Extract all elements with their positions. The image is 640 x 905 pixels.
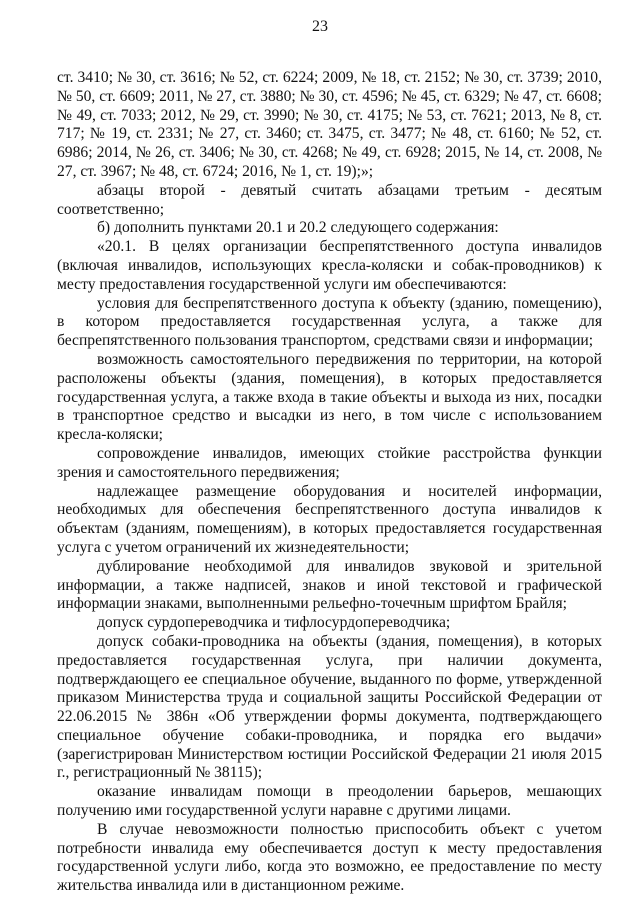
paragraph-renumbering: абзацы второй - девятый считать абзацами третьим - десятым соответственно; [57,181,602,218]
paragraph-amendment-b: б) дополнить пунктами 20.1 и 20.2 следующего содержания: [97,219,499,237]
paragraph-interpreter: допуск сурдопереводчика и тифлосурдопереводчика; [97,614,451,632]
document-body [57,69,602,896]
paragraph-equipment: надлежащее размещение оборудования и носителей информации, необходимых для обеспечения беспрепятственного доступа инвалидов к объектам (зданиям, помещениям), в которых предоставляется государственная услуга с учетом ограничений их жизнедеятельности; [57,482,602,556]
paragraph-escort: сопровождение инвалидов, имеющих стойкие расстройства функции зрения и самостоятельного передвижения; [57,444,602,481]
page-number: 23 [312,18,328,35]
paragraph-movement: возможность самостоятельного передвижения по территории, на которой расположены объекты (здания, помещения), в которых предоставляется государственная услуга, а также входа в такие объекты и выхода из них, посадки в транспортное средство и высадки из него, в том числе с использованием кресла-коляски; [57,350,602,444]
paragraph-citations: ст. 3410; № 30, ст. 3616; № 52, ст. 6224; 2009, № 18, ст. 2152; № 30, ст. 3739; 2010, № 50, ст. 6609; 2011, № 27, ст. 3880; № 30, ст. 4596; № 45, ст. 6329; № 47, ст. 6608; № 49, ст. 7033; 2012, № 29, ст. 3990; № 30, ст. 4175; № 53, ст. 7621; 2013, № 8, ст. 717; № 19, ст. 2331; № 27, ст. 3460; ст. 3475, ст. 3477; № 48, ст. 6160; № 52, ст. 6986; 2014, № 26, ст. 3406; № 30, ст. 4268; № 49, ст. 6928; 2015, № 14, ст. 2008, № 27, ст. 3967; № 48, ст. 6724; 2016, № 1, ст. 19);»; [57,69,602,180]
paragraph-20-1: «20.1. В целях организации беспрепятственного доступа инвалидов (включая инвалидов, использующих кресла-коляски и собак-проводников) к месту предоставления государственной услуги им обеспечиваются: [57,238,602,293]
paragraph-assistance: оказание инвалидам помощи в преодолении барьеров, мешающих получению ими государственной услуги наравне с другими лицами. [57,783,602,820]
paragraph-remote-service: В случае невозможности полностью приспособить объект с учетом потребности инвалида ему обеспечивается доступ к месту предоставления государственной услуги либо, когда это возможно, ее предоставление по месту жительства инвалида или в дистанционном режиме. [57,820,602,895]
paragraph-guide-dog: допуск собаки-проводника на объекты (здания, помещения), в которых предоставляется государственная услуга, при наличии документа, подтверждающего ее специальное обучение, выданного по форме, утвержденной приказом Министерства труда и социальной защиты Российской Федерации от 22.06.2015 № 386н «Об утверждении формы документа, подтверждающего специальное обучение собаки-проводника, и порядка его выдачи» (зарегистрирован Министерством юстиции Российской Федерации 21 июля 2015 г., регистрационный № 38115); [57,632,602,782]
paragraph-access-conditions: условия для беспрепятственного доступа к объекту (зданию, помещению), в котором предоставляется государственная услуга, а также для беспрепятственного пользования транспортом, средствами связи и информации; [57,294,602,350]
paragraph-duplication: дублирование необходимой для инвалидов звуковой и зрительной информации, а также надписей, знаков и иной текстовой и графической информации знаками, выполненными рельефно-точечным шрифтом Брайля; [57,557,602,613]
